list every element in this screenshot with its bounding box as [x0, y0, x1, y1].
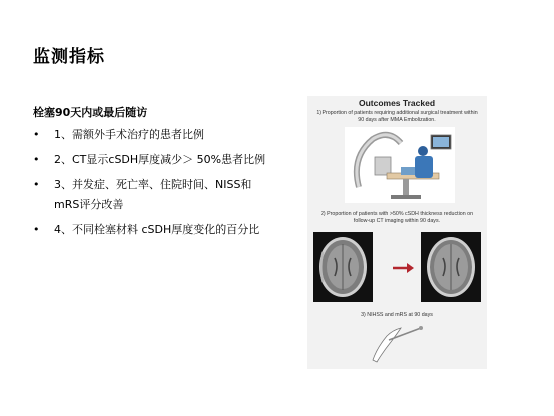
bullet-marker: • — [33, 128, 40, 141]
outcomes-figure — [307, 96, 487, 369]
section-heading: 栓塞90天内或最后随访 — [33, 106, 148, 119]
bullet-marker: • — [33, 223, 40, 236]
figure-item-3: 3) NIHSS and mRS at 90 days — [361, 312, 433, 318]
figure-title: Outcomes Tracked — [358, 98, 436, 108]
list-item-text: 3、并发症、死亡率、住院时间、NISS和mRS评分改善 — [54, 178, 252, 211]
list-item — [33, 220, 268, 240]
ct-comparison — [313, 232, 483, 304]
figure-item-2: 2) Proportion of patients with >50% cSDH thickness reduction on follow-up CT imaging within 90 days. — [320, 211, 474, 224]
bullet-list — [33, 125, 268, 245]
list-item — [33, 150, 268, 170]
bullet-marker: • — [33, 153, 40, 166]
figure-item-1: 1) Proportion of patients requiring additional surgical treatment within 90 days after MMA Embolization. — [316, 110, 478, 123]
reflex-hammer-illustration — [367, 322, 427, 367]
angiography-suite-illustration — [345, 127, 455, 203]
list-item — [33, 125, 268, 145]
list-item-text: 4、不同栓塞材料 cSDH厚度变化的百分比 — [54, 223, 260, 236]
list-item — [33, 175, 268, 215]
page-title: 监测指标 — [33, 47, 105, 67]
bullet-marker: • — [33, 178, 40, 191]
list-item-text: 1、需额外手术治疗的患者比例 — [54, 128, 204, 141]
list-item-text: 2、CT显示cSDH厚度减少＞ 50%患者比例 — [54, 153, 266, 166]
